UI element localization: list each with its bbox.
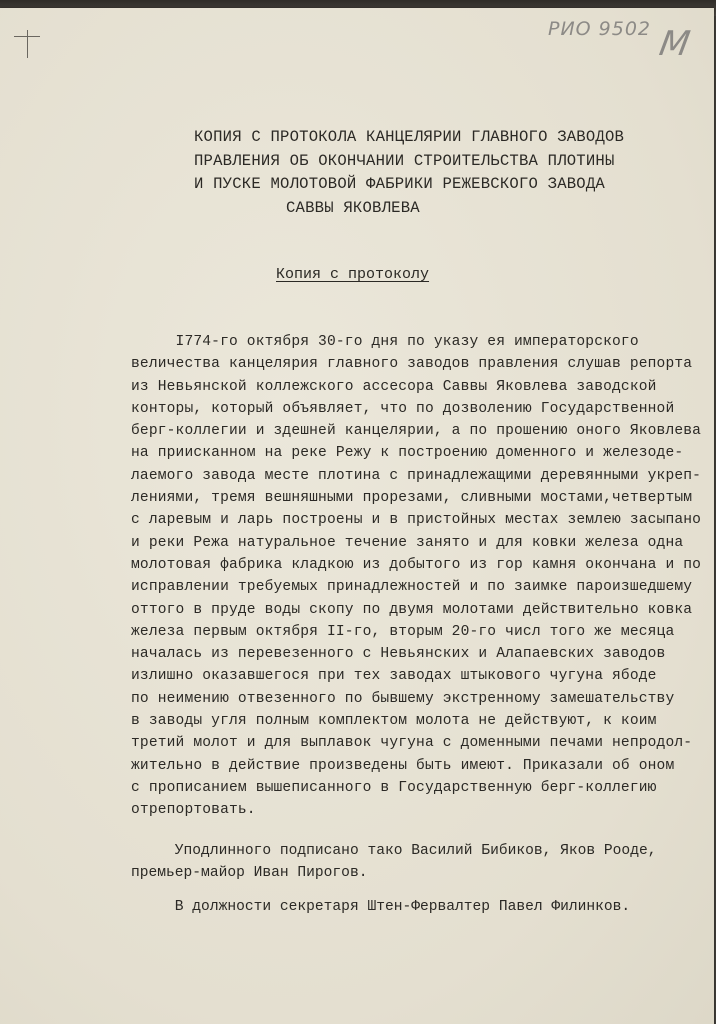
body-line: с ларевым и ларь построены и в пристойных местах землею засыпано <box>131 512 702 529</box>
body-line: на приисканном на реке Режу к построению доменного и железоде- <box>131 445 684 462</box>
body-line: величества канцелярия главного заводов правления слушав репорта <box>131 356 693 373</box>
title-line: КОПИЯ С ПРОТОКОЛА КАНЦЕЛЯРИИ ГЛАВНОГО ЗАВОДОВ <box>194 128 625 146</box>
document-title <box>194 126 654 220</box>
title-line: И ПУСКЕ МОЛОТОВОЙ ФАБРИКИ РЕЖЕВСКОГО ЗАВОДА <box>194 175 605 193</box>
corner-fold-mark <box>14 30 40 58</box>
body-line: из Невьянской коллежского ассесора Саввы Яковлева заводской <box>131 378 657 395</box>
signatories <box>131 840 711 885</box>
document-page <box>0 8 714 1024</box>
title-line: ПРАВЛЕНИЯ ОБ ОКОНЧАНИИ СТРОИТЕЛЬСТВА ПЛОТИНЫ <box>194 151 615 170</box>
body-line: I774-го октября 30-го дня по указу ея императорского <box>131 334 639 350</box>
body-line: оттого в пруде воды скопу по двумя молотами действительно ковка <box>131 601 693 618</box>
signature-line: Уподлинного подписано тако Василий Бибиков, Яков Рооде, <box>131 843 657 859</box>
secretary-signature: В должности секретаря Штен-Фервалтер Павел Филинков. <box>131 899 631 915</box>
body-line: по неимению отвезенного по бывшему экстренному замешательству <box>131 690 675 707</box>
protocol-body <box>131 331 711 822</box>
body-line: лениями, тремя вешняшными прорезами, сливными мостами,четвертым <box>131 490 693 507</box>
archive-code-stamp: РИО 9502 <box>548 18 652 40</box>
body-line: в заводы угля полным комплектом молота не действуют, к коим <box>131 713 657 730</box>
document-subtitle: Копия с протоколу <box>276 266 430 283</box>
body-line: берг-коллегии и здешней канцелярии, а по прошению оного Яковлева <box>131 423 702 440</box>
body-line: исправлении требуемых принадлежностей и по заимке пароизшедшему <box>131 579 693 596</box>
signature-line: премьер-майор Иван Пирогов. <box>131 865 368 882</box>
body-line: отрепортовать. <box>131 802 256 819</box>
body-line: с прописанием вышеписанного в Государственную берг-коллегию <box>131 779 657 796</box>
body-line: началась из перевезенного с Невьянских и Алапаевских заводов <box>131 646 666 663</box>
title-line: САВВЫ ЯКОВЛЕВА <box>286 198 420 217</box>
body-line: конторы, который объявляет, что по дозволению Государственной <box>131 400 675 417</box>
secretary-line <box>131 896 711 918</box>
body-line: железа первым октября II-го, вторым 20-го числ того же месяца <box>131 623 675 640</box>
body-line: молотовая фабрика кладкою из добытого из гор камня окончана и по <box>131 556 702 573</box>
body-line: и реки Режа натуральное течение занято и для ковки железа одна <box>131 534 684 551</box>
body-line: жительно в действие произведены быть имеют. Приказали об оном <box>131 757 675 774</box>
body-line: лаемого завода месте плотина с принадлежащими деревянными укреп- <box>131 467 702 484</box>
body-line: излишно оказавшегося при тех заводах штыкового чугуна ябоде <box>131 668 657 685</box>
handwritten-mark: М <box>656 24 693 64</box>
body-line: третий молот и для выплавок чугуна с доменными печами непродол- <box>131 735 693 752</box>
